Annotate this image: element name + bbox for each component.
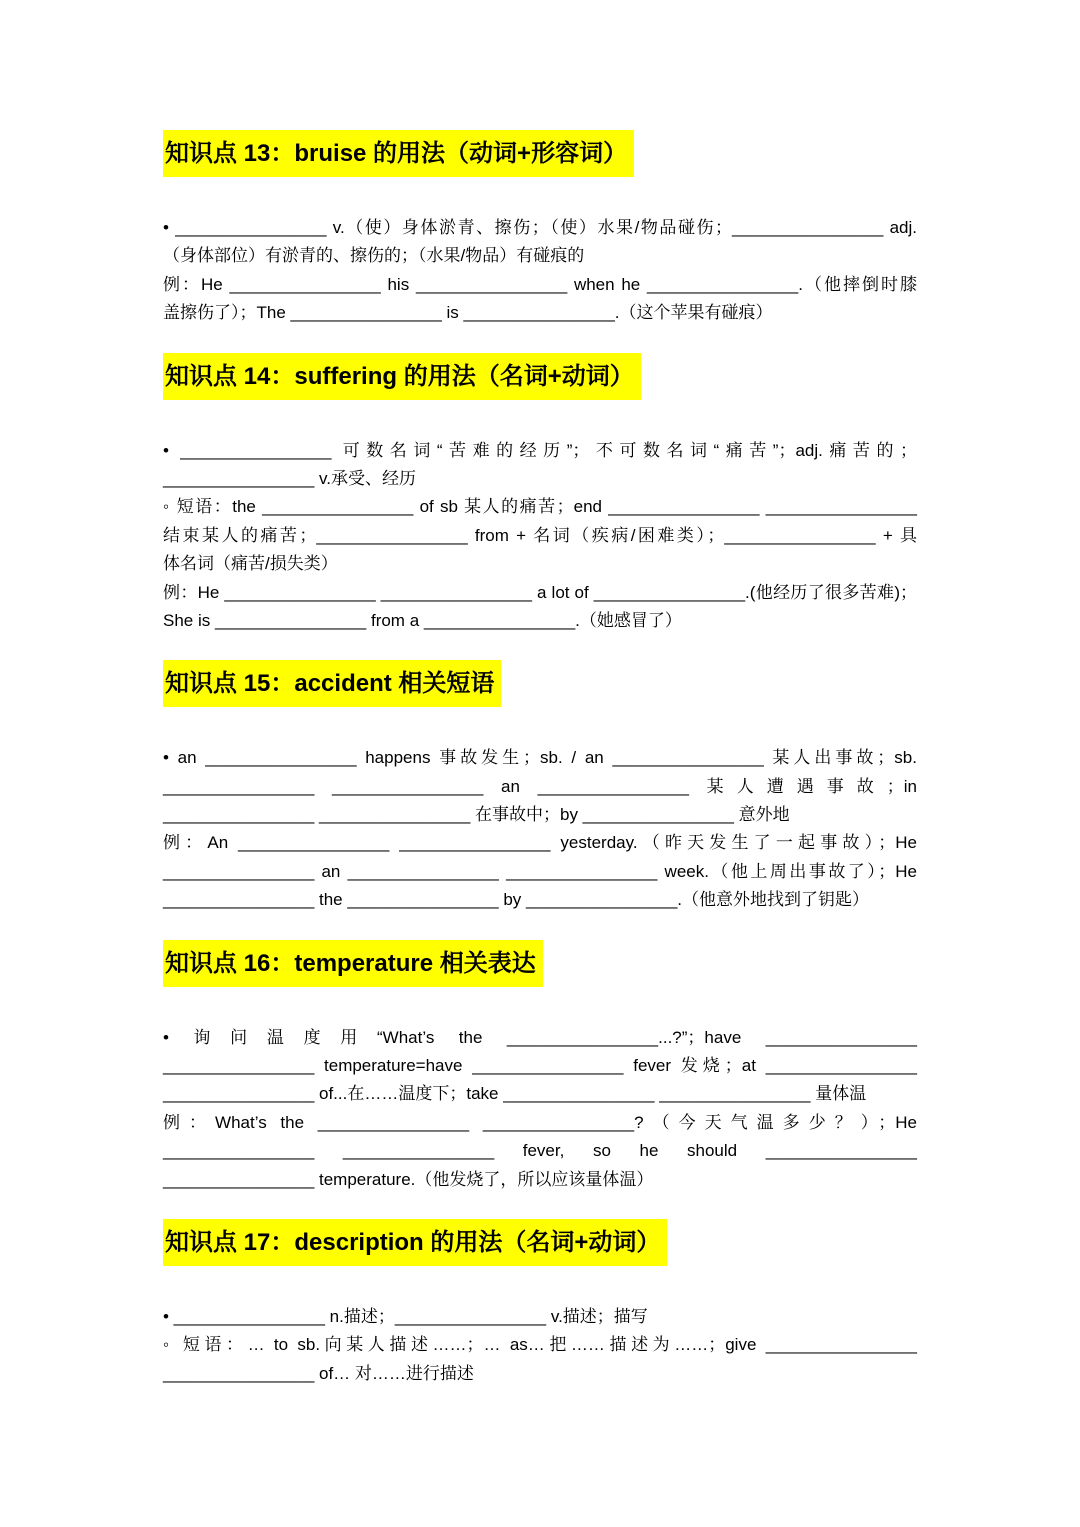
definition-line: ________________ ________________ an ________________ 某人遭遇事故；in — [163, 776, 917, 796]
definition-line: • ________________ v.（使）身体淤青、擦伤；（使）水果/物品碰伤；________________ adj. — [163, 218, 917, 237]
phrases-paragraph — [163, 493, 917, 578]
phrases-paragraph — [163, 1331, 917, 1388]
example-paragraph — [163, 579, 917, 636]
definition-line: ________________ temperature=have ________________ fever 发烧；at ________________ — [163, 1056, 917, 1076]
section-heading-wrap — [163, 1219, 917, 1266]
example-line: 盖擦伤了）；The ________________ is ________________.（这个苹果有碰痕） — [163, 303, 773, 323]
section-heading: 知识点 15：accident 相关短语 — [163, 660, 501, 707]
example-paragraph — [163, 271, 917, 328]
section-heading: 知识点 14：suffering 的用法（名词+动词） — [163, 353, 641, 400]
definition-paragraph — [163, 1303, 917, 1331]
definition-line: • ________________ n.描述；________________ v.描述；描写 — [163, 1306, 648, 1326]
section-heading: 知识点 16：temperature 相关表达 — [163, 940, 543, 987]
knowledge-point-13 — [163, 130, 917, 328]
definition-line: • ________________ 可数名词“苦难的经历”；不可数名词“痛苦”；adj.痛苦的； — [163, 440, 917, 460]
example-line: 例：An ________________ ________________ yesterday.（昨天发生了一起事故）；He — [163, 833, 917, 853]
definition-line: ________________ of...在……温度下；take ________________ ________________ 量体温 — [163, 1084, 867, 1104]
definition-line: ________________ v.承受、经历 — [163, 468, 416, 488]
definition-paragraph — [163, 214, 917, 271]
example-line: ________________ temperature.（他发烧了，所以应该量体温） — [163, 1169, 654, 1189]
definition-line: ________________ ________________ 在事故中；by ________________ 意外地 — [163, 805, 790, 825]
definition-paragraph — [163, 744, 917, 829]
example-line: ________________ an ________________ ________________ week.（他上周出事故了）；He — [163, 861, 917, 881]
example-line: She is ________________ from a ________________.（她感冒了） — [163, 610, 682, 630]
section-heading-wrap — [163, 353, 917, 400]
knowledge-point-14 — [163, 353, 917, 636]
section-heading-wrap — [163, 130, 917, 177]
phrase-line: ________________ of… 对……进行描述 — [163, 1363, 474, 1383]
definition-paragraph — [163, 437, 917, 494]
phrase-line: 结束某人的痛苦；________________ from + 名词（疾病/困难类）；________________ + 具 — [163, 525, 917, 545]
definition-paragraph — [163, 1024, 917, 1109]
example-paragraph — [163, 829, 917, 914]
example-paragraph — [163, 1109, 917, 1194]
section-heading-wrap — [163, 940, 917, 987]
phrase-line: 体名词（痛苦/损失类） — [163, 554, 338, 574]
definition-line: • 询问温度用“What’s the ________________...?”；have ________________ — [163, 1027, 917, 1047]
section-heading: 知识点 13：bruise 的用法（动词+形容词） — [163, 130, 634, 177]
definition-line: （身体部位）有淤青的、擦伤的；（水果/物品）有碰痕的 — [163, 246, 585, 266]
example-line: ________________ the ________________ by ________________.（他意外地找到了钥匙） — [163, 890, 870, 910]
knowledge-point-15 — [163, 660, 917, 914]
example-line: 例：He ________________ his ________________ when he ________________.（他摔倒时膝 — [163, 274, 917, 294]
phrase-line: ◦ 短语：the ________________ of sb 某人的痛苦；end ________________ ________________ — [163, 497, 917, 517]
example-line: ________________ ________________ fever, so he should ________________ — [163, 1141, 917, 1161]
example-line: 例：He ________________ ________________ a lot of ________________.(他经历了很多苦难)； — [163, 582, 917, 602]
knowledge-point-16 — [163, 940, 917, 1194]
section-heading-wrap — [163, 660, 917, 707]
section-heading: 知识点 17：description 的用法（名词+动词） — [163, 1219, 667, 1266]
phrase-line: ◦ 短语：… to sb.向某人描述……；… as…把……描述为……；give ________________ — [163, 1335, 917, 1355]
knowledge-point-17 — [163, 1219, 917, 1388]
definition-line: • an ________________ happens 事故发生；sb. / an ________________ 某人出事故；sb. — [163, 748, 917, 768]
example-line: 例：What’s the ________________ ________________?（今天气温多少？）；He — [163, 1112, 917, 1132]
